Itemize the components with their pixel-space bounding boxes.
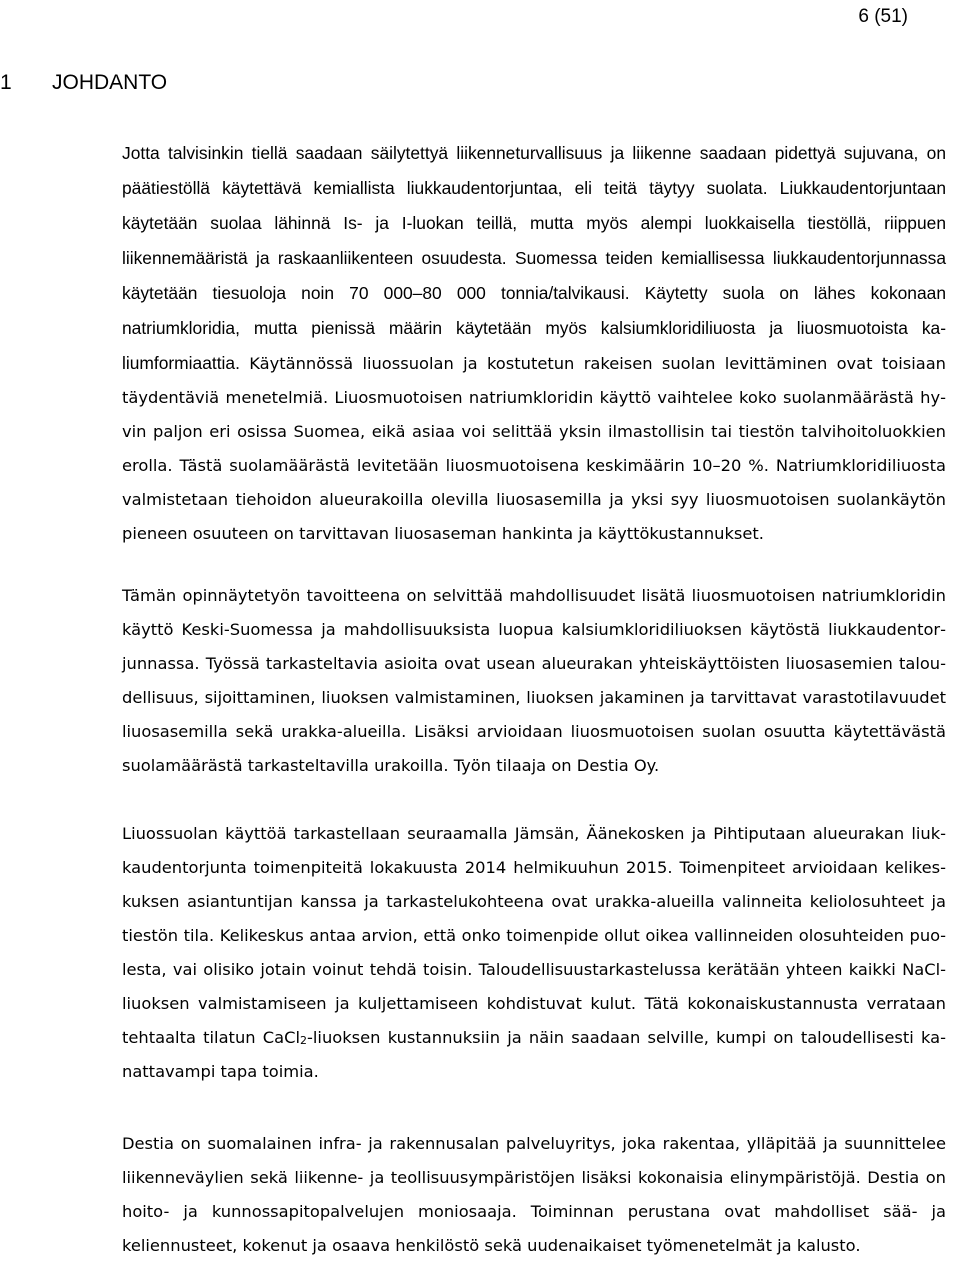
- page-number: 6 (51): [858, 6, 908, 27]
- paragraph-methods: [122, 817, 946, 1089]
- paragraph-intro-part-1: Jotta talvisinkin tiellä saadaan säilytettyä liikenneturvallisuus ja liikenne saadaan pidettyä sujuvana, on päätiestöllä käytettävä kemiallista liukkaudentorjuntaa, eli teitä täytyy suolata. Liukkaudentorjuntaan käytetään suolaa lähinnä Is- ja I-luokan teillä, mutta myös alempi luokkaisella tiestöllä, riippuen liikennemääristä ja raskaanliikenteen osuudesta. Suomessa teiden kemiallisessa liukkaudentorjunnassa käytetään tiesuoloja noin 70 000–80 000 tonnia/talvikausi. Käytetty suola on lähes kokonaan natriumkloridia, mutta pienissä määrin käytetään myös kalsiumkloridiliuosta ja liuosmuotoista kaliumformiaattia.: [122, 143, 946, 373]
- paragraph-destia: Destia on suomalainen infra- ja rakennusalan palveluyritys, joka rakentaa, ylläpitää ja suunnittelee liikenneväylien sekä liikenne- ja teollisuusympäristöjen lisäksi kokonaisia elinympäristöjä. Destia on hoito- ja kunnossapitopalvelujen moniosaaja. Toiminnan perustana ovat mahdolliset sää- ja keliennusteet, kokenut ja osaava henkilöstö sekä uudenaikaiset työmenetelmät ja kalusto.: [122, 1134, 946, 1255]
- paragraph-objectives: Tämän opinnäytetyön tavoitteena on selvittää mahdollisuudet lisätä liuosmuotoisen natriumkloridin käyttö Keski-Suomessa ja mahdollisuuksista luopua kalsiumkloridiliuoksen käytöstä liukkaudentorjunnassa. Työssä tarkasteltavia asioita ovat usean alueurakan yhteiskäyttöisten liuosasemien taloudellisuus, sijoittaminen, liuoksen valmistaminen, liuoksen jakaminen ja tarvittavat varastotilavuudet liuosasemilla sekä urakka-alueilla. Lisäksi arvioidaan liuosmuotoisen suolan osuutta käytettävästä suolamäärästä tarkasteltavilla urakoilla. Työn tilaaja on Destia Oy.: [122, 586, 946, 775]
- subscript-2: 2: [300, 1034, 308, 1047]
- chapter-title: JOHDANTO: [52, 71, 168, 94]
- paragraph-methods-text-2: -liuoksen kustannuksiin ja näin saadaan selville, kumpi on taloudellisesti kanattavampi tapa toimia.: [122, 1028, 946, 1081]
- paragraph-methods-text-1: Liuossuolan käyttöä tarkastellaan seuraamalla Jämsän, Äänekosken ja Pihtiputaan alueurakan liukkaudentorjunta toimenpiteitä lokakuusta 2014 helmikuuhun 2015. Toimenpiteet arvioidaan kelikeskuksen asiantuntijan kanssa ja tarkastelukohteena ovat urakka-alueilla valinneita keliolosuhteet ja tiestön tila. Kelikeskus antaa arvion, että onko toimenpide ollut oikea vallinneiden olosuhteiden puolesta, vai olisiko jotain voinut tehdä toisin. Taloudellisuustarkastelussa kerätään yhteen kaikki NaCl-liuoksen valmistamiseen ja kuljettamiseen kohdistuvat kulut. Tätä kokonaiskustannusta verrataan tehtaalta tilatun CaCl: [122, 824, 946, 1047]
- chapter-number: 1: [0, 71, 12, 94]
- paragraph-intro-part-2: Käytännössä liuossuolan ja kostutetun rakeisen suolan levittäminen ovat toisiaan täydentäviä menetelmiä. Liuosmuotoisen natriumkloridin käyttö vaihtelee koko suolanmäärästä hyvin paljon eri osissa Suomea, eikä asiaa voi selittää yksin ilmastollisin tai tiestön talvihoitoluokkien erolla. Tästä suolamäärästä levitetään liuosmuotoisena keskimäärin 10–20 %. Natriumkloridiliuosta valmistetaan tiehoidon alueurakoilla olevilla liuosasemilla ja yksi syy liuosmuotoisen suolankäytön pieneen osuuteen on tarvittavan liuosaseman hankinta ja käyttökustannukset.: [122, 354, 946, 543]
- chapter-heading: [0, 69, 167, 97]
- paragraph-intro: [122, 136, 946, 551]
